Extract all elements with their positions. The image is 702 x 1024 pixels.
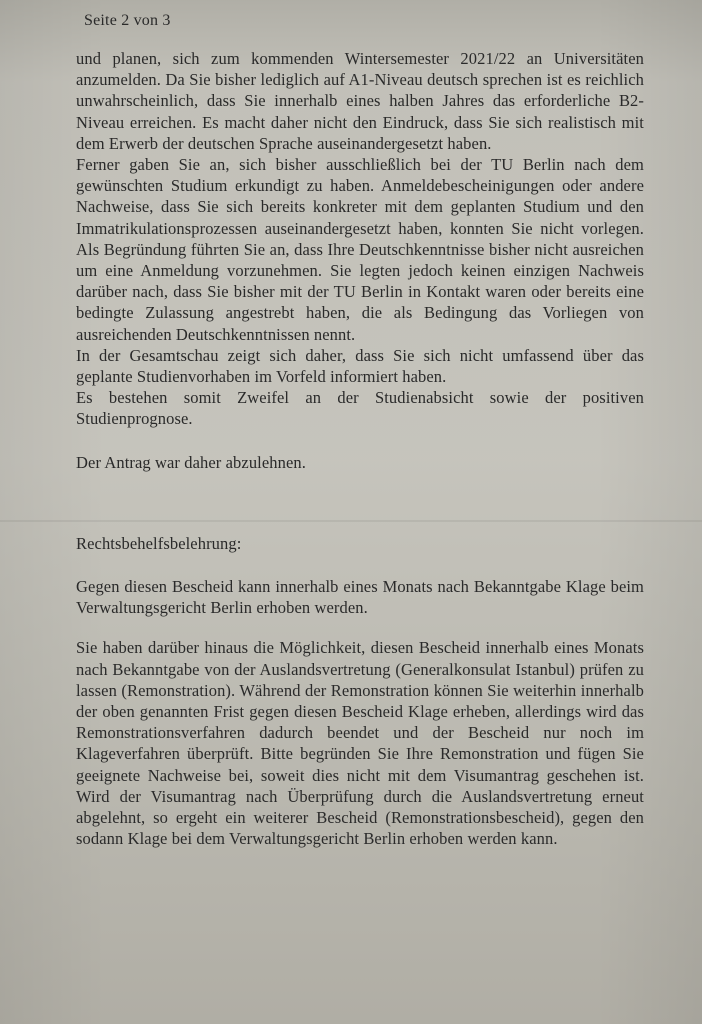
- decision-line: Der Antrag war daher abzulehnen.: [76, 452, 306, 472]
- page-number: Seite 2 von 3: [84, 12, 171, 29]
- spacer: [76, 473, 644, 533]
- legal-paragraph-2: Sie haben darüber hinaus die Möglichkeit, diesen Bescheid innerhalb eines Monats nach Bekanntgabe von der Auslandsvertretung (Generalkonsulat Istanbul) prüfen zu lassen (Remonstration). Während der Remonstration können Sie weiterhin innerhalb der oben genannten Frist gegen diesen Bescheid Klage erheben, allerdings wird das Remonstrationsverfahren dadurch beendet und der Bescheid nur noch im Klageverfahren überprüft. Bitte begründen Sie Ihre Remonstration und fügen Sie geeignete Nachweise bei, soweit dies nicht mit dem Visumantrag geschehen ist. Wird der Visumantrag nach Überprüfung durch die Auslandsvertretung erneut abgelehnt, so ergeht ein weiterer Bescheid (Remonstrationsbescheid), gegen den sodann Klage bei dem Verwaltungsgericht Berlin erhoben werden kann.: [76, 638, 644, 849]
- spacer: [76, 618, 644, 637]
- body-paragraph-2: Ferner gaben Sie an, sich bisher ausschließlich bei der TU Berlin nach dem gewünschten Studium erkundigt zu haben. Anmeldebescheinigungen oder andere Nachweise, dass Sie sich bereits konkreter mit dem geplanten Studium und den Immatrikulationsprozessen auseinandergesetzt haben, konnten Sie nicht vorlegen. Als Begründung führten Sie an, dass Ihre Deutschkenntnisse bisher nicht ausreichen um eine Anmeldung vorzunehmen. Sie legten jedoch keinen einzigen Nachweis darüber nach, dass Sie bisher mit der TU Berlin in Kontakt waren oder bereits eine bedingte Zulassung angestrebt haben, die als Bedingung das Vorliegen von ausreichenden Deutschkenntnissen nennt.: [76, 155, 644, 344]
- body-paragraph-4: Es bestehen somit Zweifel an der Studienabsicht sowie der positiven Studienprognose.: [76, 388, 644, 429]
- legal-paragraph-1: Gegen diesen Bescheid kann innerhalb eines Monats nach Bekanntgabe Klage beim Verwaltungsgericht Berlin erhoben werden.: [76, 577, 644, 618]
- document-page: [76, 12, 644, 850]
- body-paragraph-3: In der Gesamtschau zeigt sich daher, dass Sie sich nicht umfassend über das geplante Studienvorhaben im Vorfeld informiert haben.: [76, 345, 644, 387]
- body-paragraph-1: und planen, sich zum kommenden Wintersemester 2021/22 an Universitäten anzumelden. Da Sie bisher lediglich auf A1-Niveau deutsch sprechen ist es reichlich unwahrscheinlich, dass Sie innerhalb eines halben Jahres das erforderliche B2-Niveau erreichen. Es macht daher nicht den Eindruck, dass Sie sich realistisch mit dem Erwerb der deutschen Sprache auseinandergesetzt haben.: [76, 49, 644, 153]
- spacer: [76, 430, 644, 452]
- legal-heading: Rechtsbehelfsbelehrung:: [76, 533, 242, 553]
- spacer: [76, 554, 644, 576]
